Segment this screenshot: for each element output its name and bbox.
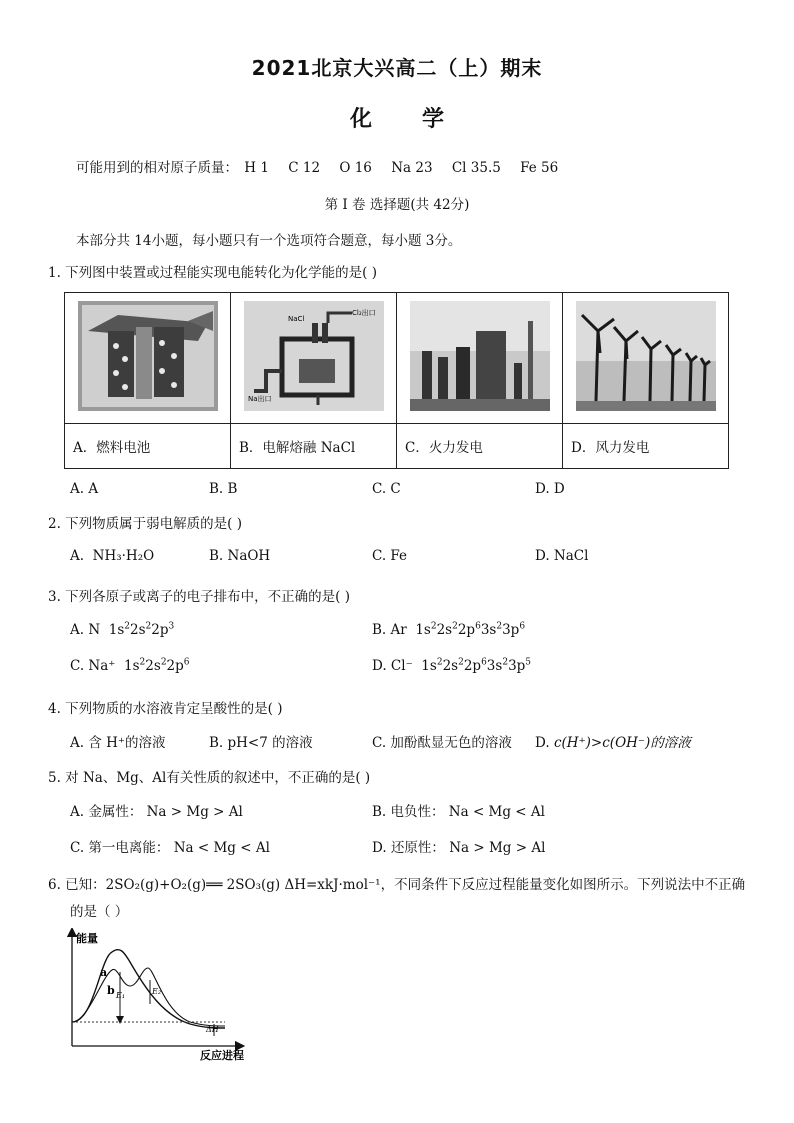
section-instruction: 本部分共 14小题，每小题只有一个选项符合题意，每小题 3分。: [76, 233, 462, 249]
q1-option-c[interactable]: C. C: [372, 481, 401, 497]
q5-option-d[interactable]: D. 还原性： Na > Mg > Al: [372, 840, 546, 856]
q3-option-c-label: C. Na⁺: [70, 658, 116, 674]
q5-option-b[interactable]: B. 电负性： Na < Mg < Al: [372, 804, 545, 820]
electrolysis-photo-cell: [231, 293, 397, 424]
q3-option-b-config: $1s^22s^22p^63s^23p^6$: [415, 621, 526, 638]
q3-option-b[interactable]: [372, 622, 525, 638]
atomic-mass-item: Fe 56: [520, 160, 559, 176]
thermal-power-photo-cell: [397, 293, 563, 424]
q2-option-a[interactable]: [70, 548, 154, 564]
thermal-power-photo: [410, 301, 550, 411]
q4-option-d-label: D.: [535, 735, 550, 751]
curve-a-label: a: [100, 966, 108, 979]
question-5-stem: 5. 对 Na、Mg、Al有关性质的叙述中，不正确的是( ): [48, 770, 371, 786]
fuel-cell-photo: [78, 301, 218, 411]
section-title: 第 I 卷 选择题(共 42分): [324, 197, 470, 213]
page-title: 2021北京大兴高二（上）期末: [251, 56, 543, 80]
question-3-stem: 3. 下列各原子或离子的电子排布中，不正确的是( ): [48, 589, 350, 605]
q2-option-a-formula: NH₃·H₂O: [92, 548, 155, 564]
q3-option-d[interactable]: [372, 658, 531, 674]
graph-ylabel: 能量: [76, 932, 98, 945]
wind-power-photo: [576, 301, 716, 411]
question-6-stem-line-1: 6. 已知：2SO₂(g)+O₂(g)══ 2SO₃(g) ΔH=xkJ·mol⁻¹，不同条件下反应过程能量变化如图所示。下列说法中不正确: [48, 877, 746, 893]
fuel-cell-photo-cell: [65, 293, 231, 424]
atomic-mass-label: 可能用到的相对原子质量：: [76, 160, 238, 176]
q2-option-d[interactable]: D. NaCl: [535, 548, 589, 564]
curve-b: [72, 968, 225, 1026]
energy-profile-graph: [60, 928, 260, 1063]
q3-option-a-label: A. N: [70, 622, 101, 638]
atomic-mass-line: [76, 156, 573, 176]
curve-b-label: b: [107, 984, 115, 997]
question-1-table: [64, 292, 729, 469]
q4-option-c[interactable]: C. 加酚酞显无色的溶液: [372, 735, 512, 751]
question-4-stem: 4. 下列物质的水溶液肯定呈酸性的是( ): [48, 701, 283, 717]
q3-option-d-config: $1s^22s^22p^63s^23p^5$: [421, 657, 532, 674]
q5-option-c[interactable]: C. 第一电离能： Na < Mg < Al: [70, 840, 270, 856]
q2-option-a-label: A.: [70, 548, 85, 564]
electrolysis-diagram: [244, 301, 384, 411]
photo-label-cl2: Cl₂出口: [351, 309, 376, 317]
question-6-stem-line-2: 的是（ ）: [70, 904, 129, 920]
q2-option-b[interactable]: B. NaOH: [209, 548, 271, 564]
atomic-mass-item: C 12: [288, 160, 321, 176]
q2-option-c[interactable]: C. Fe: [372, 548, 408, 564]
caption-wind-power: D．风力发电: [563, 424, 729, 469]
subject-title: [0, 102, 794, 133]
question-1-stem: 1. 下列图中装置或过程能实现电能转化为化学能的是( ): [48, 265, 377, 281]
atomic-mass-item: O 16: [339, 160, 372, 176]
q1-option-d[interactable]: D. D: [535, 481, 565, 497]
question-2-stem: 2. 下列物质属于弱电解质的是( ): [48, 516, 242, 532]
q5-option-a[interactable]: A. 金属性： Na > Mg > Al: [70, 804, 243, 820]
q1-option-b[interactable]: B. B: [209, 481, 238, 497]
q3-option-a-config: $1s^22s^22p^3$: [108, 621, 175, 638]
q4-option-d-text: c(H⁺)>c(OH⁻)的溶液: [553, 735, 691, 751]
dh-label: ΔH: [206, 1025, 219, 1034]
e1-label: E₁: [116, 991, 126, 1000]
q3-option-c-config: $1s^22s^22p^6$: [124, 657, 190, 674]
q3-option-b-label: B. Ar: [372, 622, 407, 638]
caption-thermal-power: C．火力发电: [397, 424, 563, 469]
subject-char-1: 化: [349, 107, 372, 132]
caption-fuel-cell: A．燃料电池: [65, 424, 231, 469]
atomic-mass-item: H 1: [244, 160, 269, 176]
q4-option-b[interactable]: B. pH<7 的溶液: [209, 735, 313, 751]
curve-a: [72, 950, 225, 1028]
q3-option-d-label: D. Cl⁻: [372, 658, 413, 674]
subject-char-2: 学: [422, 107, 445, 132]
photo-label-nacl: NaCl: [287, 315, 304, 323]
atomic-mass-item: Na 23: [391, 160, 433, 176]
photo-label-na: Na出口: [247, 395, 272, 403]
q4-option-a[interactable]: A. 含 H⁺的溶液: [70, 735, 166, 751]
caption-electrolysis: B．电解熔融 NaCl: [231, 424, 397, 469]
e2-label: E₂: [152, 987, 162, 996]
q4-option-d[interactable]: [535, 731, 691, 751]
wind-power-photo-cell: [563, 293, 729, 424]
atomic-mass-item: Cl 35.5: [451, 160, 501, 176]
q3-option-c[interactable]: [70, 658, 190, 674]
q1-option-a[interactable]: A. A: [70, 481, 99, 497]
graph-xlabel: 反应进程: [200, 1049, 244, 1062]
q3-option-a[interactable]: [70, 622, 174, 638]
